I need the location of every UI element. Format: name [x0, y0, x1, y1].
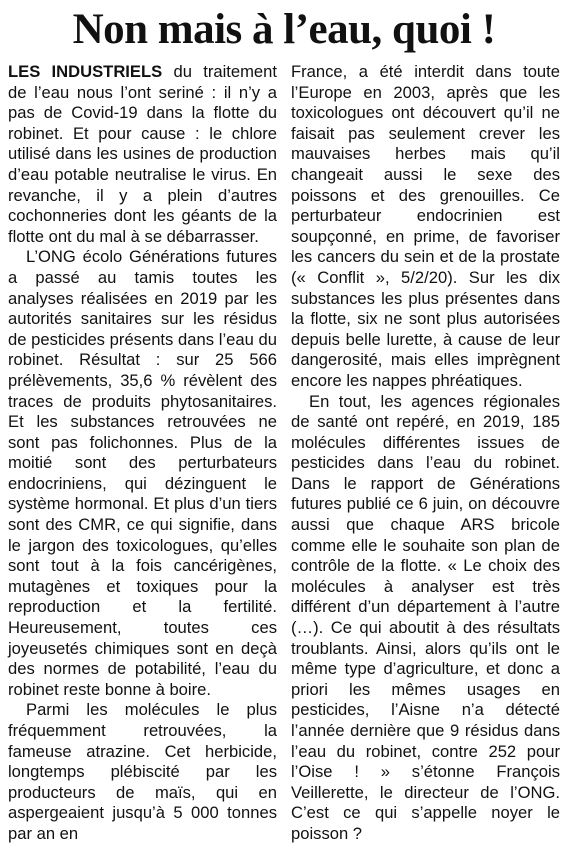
paragraph-1 — [8, 62, 277, 247]
paragraph-3-start: Parmi les molécules le plus fréquemment retrouvées, la fameuse atrazine. Cet herbicide, longtemps plébiscité par les producteurs de maïs, qui en aspergeaient jusqu’à 5 000 tonnes par an en — [8, 700, 277, 843]
paragraph-4: En tout, les agences régionales de santé ont repéré, en 2019, 185 molécules différentes issues de pesticides dans l’eau du robinet. Dans le rapport de Générations futures publié ce 6 juin, on découvre aussi que chaque ARS bricole comme elle le souhaite son plan de contrôle de la flotte. « Le choix des molécules à analyser est très différent d’un département à l’autre (…). Ce qui aboutit à des résultats troublants. Ainsi, alors qu’ils ont le même type d’agriculture, et donc a priori les mêmes usages en pesticides, l’Aisne n’a détecté l’année dernière que 9 résidus dans l’eau du robinet, contre 252 pour l’Oise ! » s’étonne François Veillerette, le directeur de l’ONG. C’est ce qui s’appelle noyer le poisson ? — [291, 391, 560, 843]
paragraph-2: L’ONG écolo Générations futures a passé au tamis toutes les analyses réalisées en 2019 par les autorités sanitaires sur les résidus de pesticides présents dans l’eau du robinet. Résultat : sur 25 566 prélèvements, 35,6 % révèlent des traces de produits phytosanitaires. Et les substances retrouvées ne sont pas folichonnes. Plus de la moitié sont des perturbateurs endocriniens, qui dézinguent le système hormonal. Et plus d’un tiers sont des CMR, ce qui signifie, dans le jargon des toxicologues, qu’elles sont tout à la fois cancérigènes, mutagènes et toxiques pour la reproduction et la fertilité. Heureusement, toutes ces joyeusetés chimiques sont en deçà des normes de potabilité, l’eau du robinet reste bonne à boire. — [8, 247, 277, 699]
headline: Non mais à l’eau, quoi ! — [72, 6, 496, 53]
paragraph-3-continued: France, a été interdit dans toute l’Europe en 2003, après que les toxicologues ont découvert qu’il ne faisait pas seulement crever les mauvaises herbes mais qu’il changeait aussi le sexe des poissons et des grenouilles. Ce perturbateur endocrinien est soupçonné, en prime, de favoriser les cancers du sein et de la prostate (« Conflit », 5/2/20). Sur les dix substances les plus présentes dans la flotte, six ne sont plus autorisées depuis belle lurette, à cause de leur dangerosité, mais elles imprègnent encore les nappes phréatiques. — [291, 62, 560, 390]
article-page — [0, 4, 568, 843]
article-body — [8, 62, 560, 845]
column-right — [291, 62, 560, 845]
paragraph-1-text: du traitement de l’eau nous l’ont seriné : il n’y a pas de Covid-19 dans la flotte du robinet. Et pour cause : le chlore utilisé dans les usines de production d’eau potable neutralise le virus. En revanche, il y a plein d’autres cochonneries dont les géants de la flotte ont du mal à se débarrasser. — [8, 62, 277, 246]
lead-in: LES INDUSTRIELS — [8, 62, 163, 81]
column-left — [8, 62, 277, 845]
